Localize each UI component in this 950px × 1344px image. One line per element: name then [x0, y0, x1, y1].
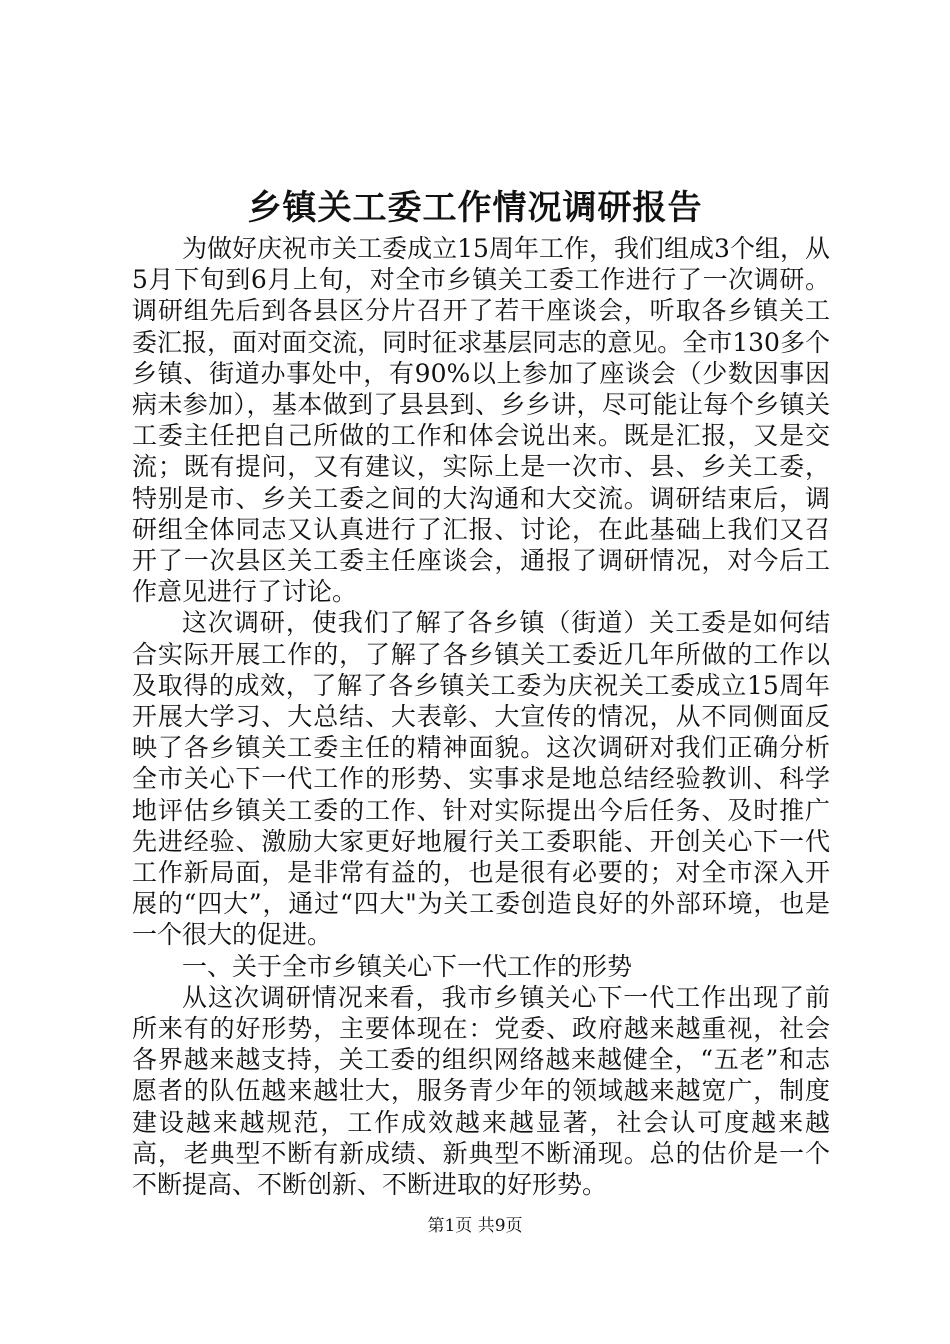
- document-body: [132, 233, 830, 1200]
- document-title: 乡镇关工委工作情况调研报告: [247, 188, 703, 228]
- paragraph-intro: 为做好庆祝市关工委成立15周年工作，我们组成3个组，从5月下旬到6月上旬，对全市乡镇关工委工作进行了一次调研。调研组先后到各县区分片召开了若干座谈会，听取各乡镇关工委汇报，面对面交流，同时征求基层同志的意见。全市130多个乡镇、街道办事处中，有90%以上参加了座谈会（少数因事因病未参加），基本做到了县县到、乡乡讲，尽可能让每个乡镇关工委主任把自己所做的工作和体会说出来。既是汇报，又是交流；既有提问，又有建议，实际上是一次市、县、乡关工委，特别是市、乡关工委之间的大沟通和大交流。调研结束后，调研组全体同志又认真进行了汇报、讨论，在此基础上我们又召开了一次县区关工委主任座谈会，通报了调研情况，对今后工作意见进行了讨论。: [132, 234, 830, 607]
- paragraph-situation: 从这次调研情况来看，我市乡镇关心下一代工作出现了前所来有的好形势，主要体现在：党委、政府越来越重视，社会各界越来越支持，关工委的组织网络越来越健全，“五老”和志愿者的队伍越来越壮大，服务青少年的领域越来越宽广，制度建设越来越规范，工作成效越来越显著，社会认可度越来越高，老典型不断有新成绩、新典型不断涌现。总的估价是一个不断提高、不断创新、不断进取的好形势。: [132, 982, 830, 1200]
- section-heading: 一、关于全市乡镇关心下一代工作的形势: [182, 951, 633, 981]
- paragraph-significance: 这次调研，使我们了解了各乡镇（街道）关工委是如何结合实际开展工作的，了解了各乡镇关工委近几年所做的工作以及取得的成效，了解了各乡镇关工委为庆祝关工委成立15周年开展大学习、大总结、大表彰、大宣传的情况，从不同侧面反映了各乡镇关工委主任的精神面貌。这次调研对我们正确分析全市关心下一代工作的形势、实事求是地总结经验教训、科学地评估乡镇关工委的工作、针对实际提出今后任务、及时推广先进经验、激励大家更好地履行关工委职能、开创关心下一代工作新局面，是非常有益的，也是很有必要的；对全市深入开展的“四大”，通过“四大"为关工委创造良好的外部环境，也是一个很大的促进。: [132, 608, 830, 950]
- page-number-footer: 第1页 共9页: [427, 1216, 523, 1236]
